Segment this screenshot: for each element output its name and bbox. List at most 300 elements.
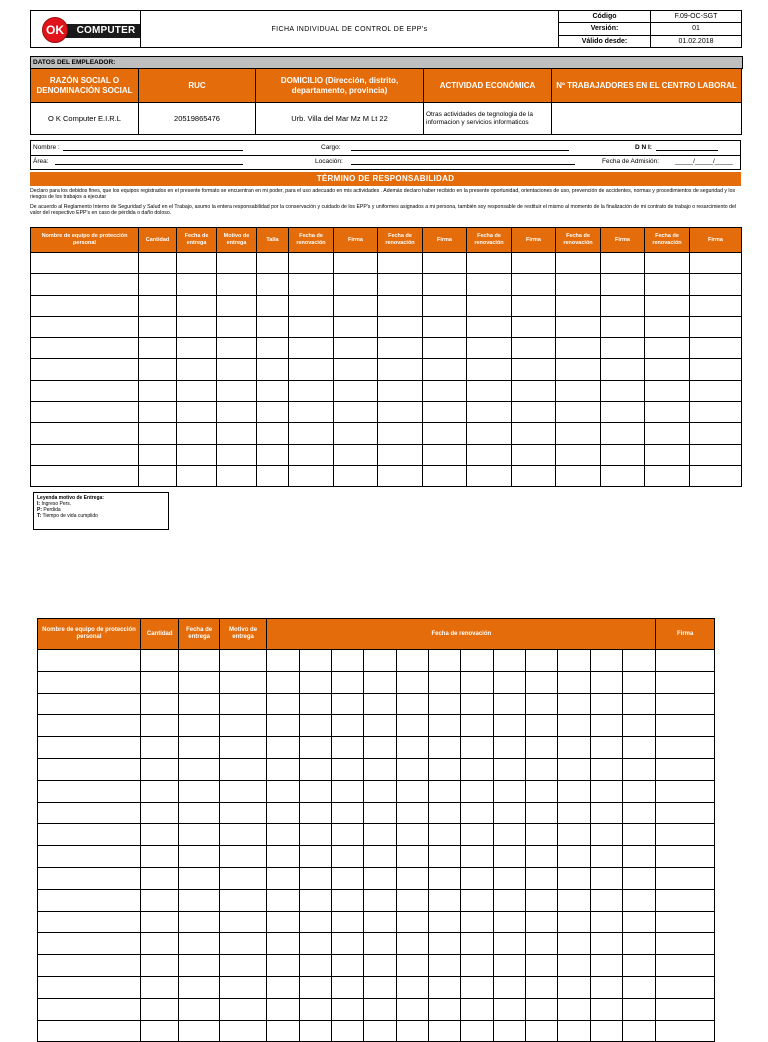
table-cell[interactable] bbox=[428, 693, 460, 715]
table-cell[interactable] bbox=[299, 715, 331, 737]
table-cell[interactable] bbox=[590, 780, 622, 802]
table-cell[interactable] bbox=[179, 1020, 219, 1042]
table-cell[interactable] bbox=[364, 802, 396, 824]
table-cell[interactable] bbox=[141, 955, 179, 977]
table-cell[interactable] bbox=[257, 444, 289, 465]
table-cell[interactable] bbox=[267, 758, 299, 780]
table-cell[interactable] bbox=[179, 846, 219, 868]
table-cell[interactable] bbox=[38, 867, 141, 889]
table-cell[interactable] bbox=[331, 998, 363, 1020]
table-cell[interactable] bbox=[525, 824, 557, 846]
table-cell[interactable] bbox=[38, 693, 141, 715]
table-cell[interactable] bbox=[378, 423, 423, 444]
table-cell[interactable] bbox=[378, 338, 423, 359]
table-cell[interactable] bbox=[645, 444, 690, 465]
table-cell[interactable] bbox=[299, 846, 331, 868]
table-cell[interactable] bbox=[601, 338, 645, 359]
table-cell[interactable] bbox=[525, 933, 557, 955]
table-cell[interactable] bbox=[423, 465, 467, 486]
table-cell[interactable] bbox=[299, 933, 331, 955]
table-cell[interactable] bbox=[179, 693, 219, 715]
table-cell[interactable] bbox=[622, 867, 655, 889]
table-cell[interactable] bbox=[364, 693, 396, 715]
table-cell[interactable] bbox=[219, 824, 266, 846]
table-cell[interactable] bbox=[139, 402, 177, 423]
table-cell[interactable] bbox=[219, 650, 266, 672]
table-cell[interactable] bbox=[525, 715, 557, 737]
dni-field[interactable] bbox=[656, 144, 718, 151]
table-cell[interactable] bbox=[179, 867, 219, 889]
table-cell[interactable] bbox=[493, 976, 525, 998]
table-cell[interactable] bbox=[590, 933, 622, 955]
table-cell[interactable] bbox=[378, 380, 423, 401]
table-cell[interactable] bbox=[396, 671, 428, 693]
table-cell[interactable] bbox=[38, 846, 141, 868]
table-cell[interactable] bbox=[299, 650, 331, 672]
table-cell[interactable] bbox=[334, 274, 378, 295]
table-cell[interactable] bbox=[38, 715, 141, 737]
table-cell[interactable] bbox=[177, 338, 217, 359]
table-cell[interactable] bbox=[493, 889, 525, 911]
table-cell[interactable] bbox=[493, 1020, 525, 1042]
table-cell[interactable] bbox=[428, 911, 460, 933]
table-cell[interactable] bbox=[428, 933, 460, 955]
table-cell[interactable] bbox=[656, 1020, 715, 1042]
table-cell[interactable] bbox=[493, 737, 525, 759]
table-cell[interactable] bbox=[378, 316, 423, 337]
table-cell[interactable] bbox=[493, 715, 525, 737]
table-cell[interactable] bbox=[512, 465, 556, 486]
table-cell[interactable] bbox=[493, 846, 525, 868]
table-cell[interactable] bbox=[364, 780, 396, 802]
table-cell[interactable] bbox=[177, 316, 217, 337]
table-cell[interactable] bbox=[656, 737, 715, 759]
table-cell[interactable] bbox=[141, 998, 179, 1020]
table-cell[interactable] bbox=[656, 671, 715, 693]
table-cell[interactable] bbox=[590, 955, 622, 977]
table-cell[interactable] bbox=[590, 671, 622, 693]
table-cell[interactable] bbox=[267, 802, 299, 824]
table-cell[interactable] bbox=[690, 295, 742, 316]
table-cell[interactable] bbox=[177, 295, 217, 316]
table-cell[interactable] bbox=[556, 253, 601, 274]
table-cell[interactable] bbox=[179, 737, 219, 759]
table-cell[interactable] bbox=[217, 274, 257, 295]
table-cell[interactable] bbox=[378, 402, 423, 423]
table-cell[interactable] bbox=[656, 889, 715, 911]
table-cell[interactable] bbox=[622, 802, 655, 824]
table-cell[interactable] bbox=[423, 295, 467, 316]
table-cell[interactable] bbox=[656, 802, 715, 824]
table-cell[interactable] bbox=[558, 758, 590, 780]
table-cell[interactable] bbox=[267, 846, 299, 868]
table-cell[interactable] bbox=[179, 715, 219, 737]
table-cell[interactable] bbox=[512, 295, 556, 316]
table-cell[interactable] bbox=[428, 780, 460, 802]
table-cell[interactable] bbox=[289, 253, 334, 274]
table-cell[interactable] bbox=[289, 423, 334, 444]
table-cell[interactable] bbox=[179, 976, 219, 998]
table-cell[interactable] bbox=[299, 1020, 331, 1042]
table-cell[interactable] bbox=[556, 444, 601, 465]
table-cell[interactable] bbox=[512, 274, 556, 295]
table-cell[interactable] bbox=[299, 758, 331, 780]
table-cell[interactable] bbox=[556, 295, 601, 316]
table-cell[interactable] bbox=[525, 758, 557, 780]
table-cell[interactable] bbox=[331, 846, 363, 868]
table-cell[interactable] bbox=[428, 867, 460, 889]
table-cell[interactable] bbox=[461, 737, 493, 759]
table-cell[interactable] bbox=[423, 338, 467, 359]
table-cell[interactable] bbox=[38, 955, 141, 977]
table-cell[interactable] bbox=[217, 295, 257, 316]
table-cell[interactable] bbox=[257, 295, 289, 316]
table-cell[interactable] bbox=[299, 824, 331, 846]
table-cell[interactable] bbox=[267, 693, 299, 715]
table-cell[interactable] bbox=[219, 1020, 266, 1042]
table-cell[interactable] bbox=[217, 465, 257, 486]
table-cell[interactable] bbox=[601, 316, 645, 337]
table-cell[interactable] bbox=[622, 1020, 655, 1042]
table-cell[interactable] bbox=[493, 671, 525, 693]
table-cell[interactable] bbox=[396, 758, 428, 780]
table-cell[interactable] bbox=[512, 253, 556, 274]
table-cell[interactable] bbox=[396, 780, 428, 802]
table-cell[interactable] bbox=[141, 693, 179, 715]
table-cell[interactable] bbox=[364, 1020, 396, 1042]
table-cell[interactable] bbox=[219, 976, 266, 998]
table-cell[interactable] bbox=[467, 465, 512, 486]
table-cell[interactable] bbox=[219, 715, 266, 737]
table-cell[interactable] bbox=[556, 380, 601, 401]
table-cell[interactable] bbox=[590, 824, 622, 846]
table-cell[interactable] bbox=[428, 976, 460, 998]
table-cell[interactable] bbox=[396, 824, 428, 846]
table-cell[interactable] bbox=[396, 846, 428, 868]
table-cell[interactable] bbox=[428, 846, 460, 868]
table-cell[interactable] bbox=[512, 402, 556, 423]
table-cell[interactable] bbox=[656, 867, 715, 889]
table-cell[interactable] bbox=[364, 737, 396, 759]
table-cell[interactable] bbox=[217, 402, 257, 423]
table-cell[interactable] bbox=[331, 955, 363, 977]
table-cell[interactable] bbox=[257, 402, 289, 423]
table-cell[interactable] bbox=[299, 867, 331, 889]
table-cell[interactable] bbox=[267, 715, 299, 737]
table-cell[interactable] bbox=[177, 380, 217, 401]
table-cell[interactable] bbox=[364, 933, 396, 955]
table-cell[interactable] bbox=[525, 671, 557, 693]
table-cell[interactable] bbox=[467, 338, 512, 359]
table-cell[interactable] bbox=[590, 889, 622, 911]
table-cell[interactable] bbox=[38, 802, 141, 824]
table-cell[interactable] bbox=[334, 402, 378, 423]
table-cell[interactable] bbox=[525, 1020, 557, 1042]
table-cell[interactable] bbox=[558, 955, 590, 977]
table-cell[interactable] bbox=[622, 933, 655, 955]
table-cell[interactable] bbox=[31, 465, 139, 486]
table-cell[interactable] bbox=[331, 780, 363, 802]
table-cell[interactable] bbox=[428, 737, 460, 759]
table-cell[interactable] bbox=[38, 671, 141, 693]
table-cell[interactable] bbox=[179, 911, 219, 933]
table-cell[interactable] bbox=[558, 824, 590, 846]
table-cell[interactable] bbox=[590, 976, 622, 998]
table-cell[interactable] bbox=[461, 693, 493, 715]
table-cell[interactable] bbox=[378, 359, 423, 380]
table-cell[interactable] bbox=[334, 423, 378, 444]
table-cell[interactable] bbox=[289, 465, 334, 486]
table-cell[interactable] bbox=[461, 671, 493, 693]
table-cell[interactable] bbox=[601, 465, 645, 486]
table-cell[interactable] bbox=[267, 911, 299, 933]
table-cell[interactable] bbox=[267, 955, 299, 977]
table-cell[interactable] bbox=[461, 715, 493, 737]
table-cell[interactable] bbox=[558, 1020, 590, 1042]
table-cell[interactable] bbox=[656, 976, 715, 998]
table-cell[interactable] bbox=[461, 1020, 493, 1042]
table-cell[interactable] bbox=[690, 359, 742, 380]
table-cell[interactable] bbox=[461, 976, 493, 998]
table-cell[interactable] bbox=[493, 867, 525, 889]
table-cell[interactable] bbox=[141, 650, 179, 672]
table-cell[interactable] bbox=[556, 316, 601, 337]
table-cell[interactable] bbox=[141, 976, 179, 998]
table-cell[interactable] bbox=[690, 423, 742, 444]
table-cell[interactable] bbox=[364, 889, 396, 911]
table-cell[interactable] bbox=[267, 824, 299, 846]
table-cell[interactable] bbox=[493, 780, 525, 802]
table-cell[interactable] bbox=[396, 737, 428, 759]
table-cell[interactable] bbox=[378, 274, 423, 295]
table-cell[interactable] bbox=[467, 253, 512, 274]
table-cell[interactable] bbox=[334, 316, 378, 337]
table-cell[interactable] bbox=[493, 955, 525, 977]
table-cell[interactable] bbox=[525, 998, 557, 1020]
table-cell[interactable] bbox=[396, 802, 428, 824]
table-cell[interactable] bbox=[622, 824, 655, 846]
table-cell[interactable] bbox=[257, 465, 289, 486]
table-cell[interactable] bbox=[601, 402, 645, 423]
table-cell[interactable] bbox=[622, 976, 655, 998]
table-cell[interactable] bbox=[645, 402, 690, 423]
table-cell[interactable] bbox=[299, 780, 331, 802]
table-cell[interactable] bbox=[289, 380, 334, 401]
table-cell[interactable] bbox=[219, 780, 266, 802]
table-cell[interactable] bbox=[299, 693, 331, 715]
table-cell[interactable] bbox=[461, 846, 493, 868]
table-cell[interactable] bbox=[428, 650, 460, 672]
table-cell[interactable] bbox=[177, 253, 217, 274]
table-cell[interactable] bbox=[525, 889, 557, 911]
table-cell[interactable] bbox=[38, 933, 141, 955]
table-cell[interactable] bbox=[512, 380, 556, 401]
table-cell[interactable] bbox=[601, 253, 645, 274]
table-cell[interactable] bbox=[656, 846, 715, 868]
table-cell[interactable] bbox=[467, 444, 512, 465]
table-cell[interactable] bbox=[645, 359, 690, 380]
table-cell[interactable] bbox=[219, 758, 266, 780]
table-cell[interactable] bbox=[512, 444, 556, 465]
table-cell[interactable] bbox=[289, 359, 334, 380]
table-cell[interactable] bbox=[219, 998, 266, 1020]
table-cell[interactable] bbox=[690, 316, 742, 337]
table-cell[interactable] bbox=[461, 758, 493, 780]
table-cell[interactable] bbox=[396, 911, 428, 933]
table-cell[interactable] bbox=[267, 998, 299, 1020]
table-cell[interactable] bbox=[423, 274, 467, 295]
table-cell[interactable] bbox=[257, 359, 289, 380]
table-cell[interactable] bbox=[493, 758, 525, 780]
table-cell[interactable] bbox=[31, 316, 139, 337]
table-cell[interactable] bbox=[38, 650, 141, 672]
table-cell[interactable] bbox=[656, 824, 715, 846]
table-cell[interactable] bbox=[622, 737, 655, 759]
table-cell[interactable] bbox=[219, 867, 266, 889]
table-cell[interactable] bbox=[219, 889, 266, 911]
table-cell[interactable] bbox=[396, 693, 428, 715]
table-cell[interactable] bbox=[267, 650, 299, 672]
table-cell[interactable] bbox=[423, 253, 467, 274]
table-cell[interactable] bbox=[289, 402, 334, 423]
table-cell[interactable] bbox=[428, 998, 460, 1020]
table-cell[interactable] bbox=[141, 780, 179, 802]
table-cell[interactable] bbox=[141, 933, 179, 955]
table-cell[interactable] bbox=[38, 911, 141, 933]
table-cell[interactable] bbox=[690, 380, 742, 401]
table-cell[interactable] bbox=[461, 955, 493, 977]
table-cell[interactable] bbox=[423, 402, 467, 423]
table-cell[interactable] bbox=[177, 465, 217, 486]
table-cell[interactable] bbox=[217, 253, 257, 274]
table-cell[interactable] bbox=[428, 715, 460, 737]
table-cell[interactable] bbox=[378, 253, 423, 274]
table-cell[interactable] bbox=[558, 911, 590, 933]
table-cell[interactable] bbox=[331, 824, 363, 846]
table-cell[interactable] bbox=[558, 998, 590, 1020]
table-cell[interactable] bbox=[141, 824, 179, 846]
table-cell[interactable] bbox=[656, 715, 715, 737]
table-cell[interactable] bbox=[219, 671, 266, 693]
fecha-admision-field[interactable]: _____/_____/_____ bbox=[675, 158, 733, 165]
table-cell[interactable] bbox=[512, 338, 556, 359]
table-cell[interactable] bbox=[525, 693, 557, 715]
table-cell[interactable] bbox=[590, 911, 622, 933]
table-cell[interactable] bbox=[289, 316, 334, 337]
table-cell[interactable] bbox=[558, 802, 590, 824]
table-cell[interactable] bbox=[512, 316, 556, 337]
table-cell[interactable] bbox=[217, 316, 257, 337]
table-cell[interactable] bbox=[512, 359, 556, 380]
table-cell[interactable] bbox=[428, 671, 460, 693]
table-cell[interactable] bbox=[493, 802, 525, 824]
table-cell[interactable] bbox=[299, 998, 331, 1020]
table-cell[interactable] bbox=[139, 295, 177, 316]
table-cell[interactable] bbox=[179, 758, 219, 780]
table-cell[interactable] bbox=[141, 846, 179, 868]
table-cell[interactable] bbox=[364, 955, 396, 977]
table-cell[interactable] bbox=[467, 402, 512, 423]
table-cell[interactable] bbox=[428, 1020, 460, 1042]
table-cell[interactable] bbox=[396, 976, 428, 998]
table-cell[interactable] bbox=[219, 955, 266, 977]
table-cell[interactable] bbox=[141, 671, 179, 693]
table-cell[interactable] bbox=[179, 955, 219, 977]
table-cell[interactable] bbox=[217, 380, 257, 401]
table-cell[interactable] bbox=[556, 465, 601, 486]
table-cell[interactable] bbox=[177, 359, 217, 380]
table-cell[interactable] bbox=[645, 423, 690, 444]
table-cell[interactable] bbox=[31, 380, 139, 401]
table-cell[interactable] bbox=[219, 802, 266, 824]
table-cell[interactable] bbox=[139, 316, 177, 337]
table-cell[interactable] bbox=[656, 955, 715, 977]
table-cell[interactable] bbox=[331, 650, 363, 672]
table-cell[interactable] bbox=[590, 1020, 622, 1042]
table-cell[interactable] bbox=[558, 867, 590, 889]
table-cell[interactable] bbox=[428, 955, 460, 977]
table-cell[interactable] bbox=[467, 423, 512, 444]
table-cell[interactable] bbox=[461, 867, 493, 889]
table-cell[interactable] bbox=[601, 274, 645, 295]
table-cell[interactable] bbox=[461, 802, 493, 824]
table-cell[interactable] bbox=[378, 295, 423, 316]
table-cell[interactable] bbox=[525, 737, 557, 759]
table-cell[interactable] bbox=[219, 846, 266, 868]
table-cell[interactable] bbox=[622, 671, 655, 693]
table-cell[interactable] bbox=[622, 758, 655, 780]
table-cell[interactable] bbox=[267, 737, 299, 759]
table-cell[interactable] bbox=[622, 715, 655, 737]
table-cell[interactable] bbox=[590, 867, 622, 889]
table-cell[interactable] bbox=[622, 693, 655, 715]
value-trabajadores[interactable] bbox=[552, 103, 742, 135]
table-cell[interactable] bbox=[141, 1020, 179, 1042]
table-cell[interactable] bbox=[690, 253, 742, 274]
table-cell[interactable] bbox=[396, 867, 428, 889]
table-cell[interactable] bbox=[141, 867, 179, 889]
table-cell[interactable] bbox=[396, 933, 428, 955]
table-cell[interactable] bbox=[558, 846, 590, 868]
table-cell[interactable] bbox=[364, 671, 396, 693]
table-cell[interactable] bbox=[423, 380, 467, 401]
table-cell[interactable] bbox=[493, 650, 525, 672]
table-cell[interactable] bbox=[38, 976, 141, 998]
table-cell[interactable] bbox=[378, 465, 423, 486]
table-cell[interactable] bbox=[334, 380, 378, 401]
table-cell[interactable] bbox=[299, 955, 331, 977]
table-cell[interactable] bbox=[645, 295, 690, 316]
table-cell[interactable] bbox=[331, 867, 363, 889]
table-cell[interactable] bbox=[590, 846, 622, 868]
table-cell[interactable] bbox=[139, 465, 177, 486]
table-cell[interactable] bbox=[590, 650, 622, 672]
table-cell[interactable] bbox=[331, 802, 363, 824]
table-cell[interactable] bbox=[493, 824, 525, 846]
table-cell[interactable] bbox=[396, 955, 428, 977]
table-cell[interactable] bbox=[525, 846, 557, 868]
table-cell[interactable] bbox=[690, 444, 742, 465]
table-cell[interactable] bbox=[364, 846, 396, 868]
table-cell[interactable] bbox=[461, 650, 493, 672]
table-cell[interactable] bbox=[139, 423, 177, 444]
table-cell[interactable] bbox=[331, 889, 363, 911]
table-cell[interactable] bbox=[38, 998, 141, 1020]
table-cell[interactable] bbox=[179, 802, 219, 824]
table-cell[interactable] bbox=[141, 758, 179, 780]
table-cell[interactable] bbox=[38, 1020, 141, 1042]
table-cell[interactable] bbox=[179, 933, 219, 955]
